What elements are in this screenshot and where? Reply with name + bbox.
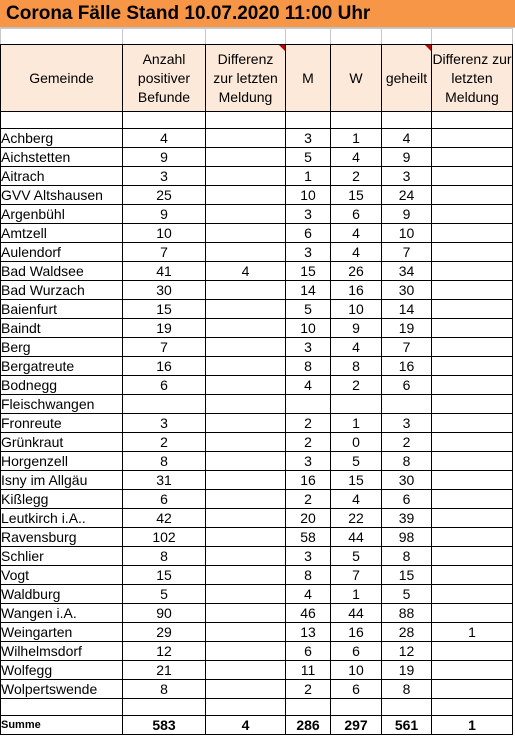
cell-geheilt[interactable]: 7 [382, 243, 432, 262]
cell-differenz[interactable] [206, 186, 286, 205]
cell[interactable] [123, 112, 206, 129]
table-row [1, 395, 513, 414]
cell-w[interactable]: 9 [331, 319, 382, 338]
table-row [1, 566, 513, 585]
summe-cell-m[interactable]: 286 [286, 716, 331, 735]
cell-differenz[interactable] [206, 490, 286, 509]
cell-m[interactable]: 3 [286, 547, 331, 566]
cell-differenz-geheilt[interactable] [432, 509, 513, 528]
cell-geheilt[interactable]: 24 [382, 186, 432, 205]
cell-geheilt[interactable]: 3 [382, 414, 432, 433]
cell-geheilt[interactable]: 19 [382, 319, 432, 338]
table-row [1, 376, 513, 395]
cell-w[interactable]: 22 [331, 509, 382, 528]
table-row [1, 509, 513, 528]
cell[interactable] [331, 699, 382, 716]
cell-geheilt[interactable]: 5 [382, 585, 432, 604]
cell-differenz[interactable] [206, 243, 286, 262]
cell-gemeinde[interactable]: Bad Wurzach [1, 281, 123, 300]
cell[interactable] [331, 112, 382, 129]
cell-differenz-geheilt[interactable] [432, 205, 513, 224]
cell-geheilt[interactable]: 10 [382, 224, 432, 243]
cell-gemeinde[interactable]: Isny im Allgäu [1, 471, 123, 490]
table-row [1, 243, 513, 262]
cell-geheilt[interactable]: 39 [382, 509, 432, 528]
header-anzahl[interactable]: Anzahl positiver Befunde [123, 45, 206, 112]
cell-differenz[interactable] [206, 129, 286, 148]
cell-w[interactable]: 6 [331, 642, 382, 661]
cell-gemeinde[interactable]: Waldburg [1, 585, 123, 604]
summe-row [1, 716, 513, 735]
cell-gemeinde[interactable]: Berg [1, 338, 123, 357]
cell-differenz-geheilt[interactable] [432, 300, 513, 319]
cell-geheilt[interactable]: 8 [382, 452, 432, 471]
cell-anzahl[interactable]: 9 [123, 148, 206, 167]
cell-w[interactable]: 7 [331, 566, 382, 585]
table-row [1, 547, 513, 566]
cell-differenz[interactable] [206, 224, 286, 243]
cell-gemeinde[interactable]: Bergatreute [1, 357, 123, 376]
cell-differenz[interactable] [206, 585, 286, 604]
cell-anzahl[interactable]: 41 [123, 262, 206, 281]
cell-differenz[interactable] [206, 357, 286, 376]
cell-w[interactable]: 5 [331, 547, 382, 566]
cell-w[interactable]: 15 [331, 471, 382, 490]
cell-w[interactable]: 4 [331, 243, 382, 262]
cell-m[interactable]: 13 [286, 623, 331, 642]
cell[interactable] [286, 699, 331, 716]
cell-w[interactable]: 1 [331, 585, 382, 604]
cell-gemeinde[interactable]: Argenbühl [1, 205, 123, 224]
cell-differenz-geheilt[interactable] [432, 186, 513, 205]
cell-anzahl[interactable]: 102 [123, 528, 206, 547]
cell-geheilt[interactable]: 15 [382, 566, 432, 585]
cell-differenz-geheilt[interactable] [432, 680, 513, 699]
cell-geheilt[interactable]: 14 [382, 300, 432, 319]
table-row [1, 205, 513, 224]
cell[interactable] [206, 699, 286, 716]
cell-w[interactable]: 4 [331, 224, 382, 243]
cell-m[interactable]: 8 [286, 357, 331, 376]
table-row [1, 186, 513, 205]
table-row [1, 224, 513, 243]
cell-anzahl[interactable]: 6 [123, 376, 206, 395]
blank-row [1, 699, 513, 716]
cell[interactable] [206, 29, 286, 45]
cell-w[interactable]: 2 [331, 167, 382, 186]
table-row [1, 604, 513, 623]
cell-differenz-geheilt[interactable] [432, 395, 513, 414]
cell-differenz-geheilt[interactable] [432, 319, 513, 338]
cell[interactable] [206, 112, 286, 129]
cell-m[interactable]: 2 [286, 433, 331, 452]
cell-differenz-geheilt[interactable] [432, 357, 513, 376]
table-row [1, 680, 513, 699]
cell-w[interactable]: 0 [331, 433, 382, 452]
cell-m[interactable] [286, 395, 331, 414]
cell-gemeinde[interactable]: Ravensburg [1, 528, 123, 547]
cell-differenz[interactable] [206, 281, 286, 300]
table-row [1, 319, 513, 338]
table-row [1, 623, 513, 642]
cell-m[interactable]: 10 [286, 319, 331, 338]
cell-gemeinde[interactable]: Kißlegg [1, 490, 123, 509]
cell-differenz[interactable] [206, 566, 286, 585]
cell-m[interactable]: 8 [286, 566, 331, 585]
cell-anzahl[interactable]: 25 [123, 186, 206, 205]
spacer-row [1, 29, 513, 45]
cell-geheilt[interactable]: 7 [382, 338, 432, 357]
summe-cell-w[interactable]: 297 [331, 716, 382, 735]
table-row [1, 357, 513, 376]
summe-cell-differenz-geheilt[interactable]: 1 [432, 716, 513, 735]
cell-differenz[interactable] [206, 433, 286, 452]
cell[interactable] [432, 112, 513, 129]
table-row [1, 585, 513, 604]
cell-gemeinde[interactable]: Bodnegg [1, 376, 123, 395]
cell-gemeinde[interactable]: Amtzell [1, 224, 123, 243]
cell-gemeinde[interactable]: Vogt [1, 566, 123, 585]
sheet-title: Corona Fälle Stand 10.07.2020 11:00 Uhr [0, 0, 515, 28]
cell-differenz-geheilt[interactable] [432, 604, 513, 623]
cell-differenz[interactable] [206, 148, 286, 167]
cell-gemeinde[interactable]: Grünkraut [1, 433, 123, 452]
cell-differenz[interactable] [206, 604, 286, 623]
summe-cell-geheilt[interactable]: 561 [382, 716, 432, 735]
cell-gemeinde[interactable]: Fronreute [1, 414, 123, 433]
cell-gemeinde[interactable]: Baindt [1, 319, 123, 338]
cell-anzahl[interactable]: 7 [123, 243, 206, 262]
cell-differenz-geheilt[interactable] [432, 148, 513, 167]
cell-w[interactable]: 2 [331, 376, 382, 395]
cell-geheilt[interactable]: 9 [382, 205, 432, 224]
cell-differenz[interactable] [206, 395, 286, 414]
cell-anzahl[interactable]: 10 [123, 224, 206, 243]
table-row [1, 129, 513, 148]
cell-w[interactable]: 16 [331, 281, 382, 300]
cell-differenz[interactable] [206, 167, 286, 186]
cell-geheilt[interactable]: 28 [382, 623, 432, 642]
cell-m[interactable]: 2 [286, 680, 331, 699]
cell-anzahl[interactable]: 3 [123, 414, 206, 433]
cell-gemeinde[interactable]: Wolpertswende [1, 680, 123, 699]
cell-m[interactable]: 46 [286, 604, 331, 623]
cell-differenz[interactable] [206, 452, 286, 471]
cell-anzahl[interactable]: 3 [123, 167, 206, 186]
cell-differenz-geheilt[interactable] [432, 642, 513, 661]
cell-anzahl[interactable]: 19 [123, 319, 206, 338]
cell-differenz-geheilt[interactable] [432, 414, 513, 433]
cell-anzahl[interactable]: 5 [123, 585, 206, 604]
cell-differenz[interactable] [206, 471, 286, 490]
cell-geheilt[interactable]: 98 [382, 528, 432, 547]
cell-w[interactable]: 6 [331, 205, 382, 224]
table-row [1, 433, 513, 452]
table-row [1, 452, 513, 471]
cell-differenz-geheilt[interactable] [432, 262, 513, 281]
cell-gemeinde[interactable]: Wilhelmsdorf [1, 642, 123, 661]
cell[interactable] [382, 112, 432, 129]
cell-differenz[interactable] [206, 661, 286, 680]
cell-w[interactable]: 10 [331, 300, 382, 319]
cell[interactable] [286, 112, 331, 129]
cell-m[interactable]: 6 [286, 224, 331, 243]
cell[interactable] [1, 699, 123, 716]
cell-gemeinde[interactable]: Achberg [1, 129, 123, 148]
cell-differenz[interactable] [206, 642, 286, 661]
cell-differenz[interactable] [206, 300, 286, 319]
cell[interactable] [123, 699, 206, 716]
cell-gemeinde[interactable]: Aitrach [1, 167, 123, 186]
cell-gemeinde[interactable]: Aulendorf [1, 243, 123, 262]
cell-geheilt[interactable]: 3 [382, 167, 432, 186]
cell-anzahl[interactable]: 16 [123, 357, 206, 376]
cell-differenz[interactable] [206, 509, 286, 528]
cell-gemeinde[interactable]: Schlier [1, 547, 123, 566]
cell-anzahl[interactable]: 21 [123, 661, 206, 680]
cell-m[interactable]: 6 [286, 642, 331, 661]
header-gemeinde[interactable]: Gemeinde [1, 45, 123, 112]
cell-geheilt[interactable]: 8 [382, 680, 432, 699]
cell-gemeinde[interactable]: GVV Altshausen [1, 186, 123, 205]
cell-differenz[interactable] [206, 319, 286, 338]
cell-differenz-geheilt[interactable] [432, 566, 513, 585]
cell-w[interactable]: 26 [331, 262, 382, 281]
cell-gemeinde[interactable]: Baienfurt [1, 300, 123, 319]
cell-anzahl[interactable]: 31 [123, 471, 206, 490]
cell-geheilt[interactable]: 34 [382, 262, 432, 281]
cell-m[interactable]: 3 [286, 205, 331, 224]
summe-cell-gemeinde[interactable]: Summe [1, 716, 123, 735]
cell-differenz-geheilt[interactable] [432, 281, 513, 300]
cell-w[interactable]: 4 [331, 490, 382, 509]
cell-differenz-geheilt[interactable] [432, 433, 513, 452]
table-row [1, 300, 513, 319]
cell-w[interactable]: 44 [331, 528, 382, 547]
table-row [1, 167, 513, 186]
cell-gemeinde[interactable]: Aichstetten [1, 148, 123, 167]
cell-w[interactable]: 4 [331, 338, 382, 357]
cell-differenz-geheilt[interactable] [432, 129, 513, 148]
table-row [1, 414, 513, 433]
cell-m[interactable]: 58 [286, 528, 331, 547]
cell-w[interactable]: 1 [331, 129, 382, 148]
cell-m[interactable]: 3 [286, 452, 331, 471]
cell-differenz[interactable] [206, 205, 286, 224]
cell-anzahl[interactable]: 30 [123, 281, 206, 300]
cell-geheilt[interactable]: 12 [382, 642, 432, 661]
cell-anzahl[interactable]: 9 [123, 205, 206, 224]
cell-m[interactable]: 3 [286, 243, 331, 262]
blank-row [1, 112, 513, 129]
cell-w[interactable] [331, 395, 382, 414]
cell-anzahl[interactable]: 8 [123, 680, 206, 699]
cell-geheilt[interactable]: 6 [382, 490, 432, 509]
cell-m[interactable]: 20 [286, 509, 331, 528]
header-differenz-geheilt[interactable]: Differenz zur letzten Meldung [432, 45, 513, 112]
cell-anzahl[interactable]: 29 [123, 623, 206, 642]
cell-geheilt[interactable]: 8 [382, 547, 432, 566]
cell-geheilt[interactable]: 30 [382, 471, 432, 490]
cell-geheilt[interactable]: 6 [382, 376, 432, 395]
cell-anzahl[interactable]: 7 [123, 338, 206, 357]
cell-m[interactable]: 2 [286, 490, 331, 509]
table-row [1, 281, 513, 300]
cell-differenz-geheilt[interactable] [432, 471, 513, 490]
cell-m[interactable]: 2 [286, 414, 331, 433]
cell-differenz[interactable] [206, 414, 286, 433]
cell-m[interactable]: 4 [286, 376, 331, 395]
cell-differenz-geheilt[interactable] [432, 376, 513, 395]
cell-geheilt[interactable]: 4 [382, 129, 432, 148]
cell-differenz-geheilt[interactable] [432, 224, 513, 243]
cell-m[interactable]: 15 [286, 262, 331, 281]
table-row [1, 642, 513, 661]
cell-m[interactable]: 4 [286, 585, 331, 604]
cell-anzahl[interactable]: 2 [123, 433, 206, 452]
cell-geheilt[interactable]: 88 [382, 604, 432, 623]
cell-differenz[interactable] [206, 680, 286, 699]
cell-w[interactable]: 8 [331, 357, 382, 376]
cell-anzahl[interactable]: 8 [123, 547, 206, 566]
cell-anzahl[interactable]: 15 [123, 300, 206, 319]
cell-differenz-geheilt[interactable] [432, 167, 513, 186]
cell-geheilt[interactable] [382, 395, 432, 414]
cell-geheilt[interactable]: 30 [382, 281, 432, 300]
cell-gemeinde[interactable]: Horgenzell [1, 452, 123, 471]
cell-w[interactable]: 5 [331, 452, 382, 471]
table-row [1, 338, 513, 357]
cell-m[interactable]: 16 [286, 471, 331, 490]
cell-w[interactable]: 1 [331, 414, 382, 433]
cell-differenz[interactable] [206, 528, 286, 547]
cell-w[interactable]: 4 [331, 148, 382, 167]
cell-geheilt[interactable]: 16 [382, 357, 432, 376]
cell-anzahl[interactable]: 15 [123, 566, 206, 585]
cell-differenz-geheilt[interactable] [432, 452, 513, 471]
cell-m[interactable]: 11 [286, 661, 331, 680]
cell-anzahl[interactable]: 42 [123, 509, 206, 528]
cell-differenz[interactable] [206, 338, 286, 357]
cell-geheilt[interactable]: 19 [382, 661, 432, 680]
cell-differenz-geheilt[interactable] [432, 338, 513, 357]
cell-m[interactable]: 3 [286, 129, 331, 148]
cell-gemeinde[interactable]: Wangen i.A. [1, 604, 123, 623]
cell-differenz[interactable] [206, 547, 286, 566]
cell-m[interactable]: 5 [286, 300, 331, 319]
table-row [1, 148, 513, 167]
cell[interactable] [331, 29, 382, 45]
cell-w[interactable]: 6 [331, 680, 382, 699]
cell[interactable] [1, 29, 123, 45]
cell-differenz[interactable]: 4 [206, 262, 286, 281]
cell-differenz-geheilt[interactable] [432, 661, 513, 680]
table-row [1, 471, 513, 490]
cell[interactable] [432, 699, 513, 716]
cell-w[interactable]: 16 [331, 623, 382, 642]
cell[interactable] [1, 112, 123, 129]
cell-anzahl[interactable]: 6 [123, 490, 206, 509]
cell-anzahl[interactable]: 8 [123, 452, 206, 471]
cell-geheilt[interactable]: 9 [382, 148, 432, 167]
header-differenz[interactable]: Differenz zur letzten Meldung [206, 45, 286, 112]
cell-anzahl[interactable]: 12 [123, 642, 206, 661]
cases-table [0, 28, 513, 735]
cell-gemeinde[interactable]: Bad Waldsee [1, 262, 123, 281]
cell-m[interactable]: 1 [286, 167, 331, 186]
header-m[interactable]: M [286, 45, 331, 112]
cell-m[interactable]: 5 [286, 148, 331, 167]
cell-gemeinde[interactable]: Leutkirch i.A.. [1, 509, 123, 528]
cell-anzahl[interactable]: 90 [123, 604, 206, 623]
header-geheilt[interactable]: geheilt [382, 45, 432, 112]
summe-cell-anzahl[interactable]: 583 [123, 716, 206, 735]
cell-anzahl[interactable] [123, 395, 206, 414]
cell-w[interactable]: 10 [331, 661, 382, 680]
table-row [1, 661, 513, 680]
cell[interactable] [286, 29, 331, 45]
cell-m[interactable]: 3 [286, 338, 331, 357]
cell-m[interactable]: 10 [286, 186, 331, 205]
cell-differenz-geheilt[interactable] [432, 585, 513, 604]
cell-m[interactable]: 14 [286, 281, 331, 300]
summe-cell-differenz[interactable]: 4 [206, 716, 286, 735]
cell-differenz[interactable] [206, 376, 286, 395]
table-row [1, 490, 513, 509]
cell[interactable] [432, 29, 513, 45]
cell-w[interactable]: 44 [331, 604, 382, 623]
cell-gemeinde[interactable]: Weingarten [1, 623, 123, 642]
cell[interactable] [123, 29, 206, 45]
table-row [1, 262, 513, 281]
cell-differenz[interactable] [206, 623, 286, 642]
header-row [1, 45, 513, 112]
cell-differenz-geheilt[interactable] [432, 547, 513, 566]
cell-geheilt[interactable]: 2 [382, 433, 432, 452]
cell-gemeinde[interactable]: Fleischwangen [1, 395, 123, 414]
cell-differenz-geheilt[interactable] [432, 528, 513, 547]
cell-gemeinde[interactable]: Wolfegg [1, 661, 123, 680]
table-row [1, 528, 513, 547]
cell[interactable] [382, 699, 432, 716]
header-w[interactable]: W [331, 45, 382, 112]
cell-anzahl[interactable]: 4 [123, 129, 206, 148]
cell-differenz-geheilt[interactable] [432, 490, 513, 509]
cell[interactable] [382, 29, 432, 45]
cell-differenz-geheilt[interactable]: 1 [432, 623, 513, 642]
cell-differenz-geheilt[interactable] [432, 243, 513, 262]
cell-w[interactable]: 15 [331, 186, 382, 205]
